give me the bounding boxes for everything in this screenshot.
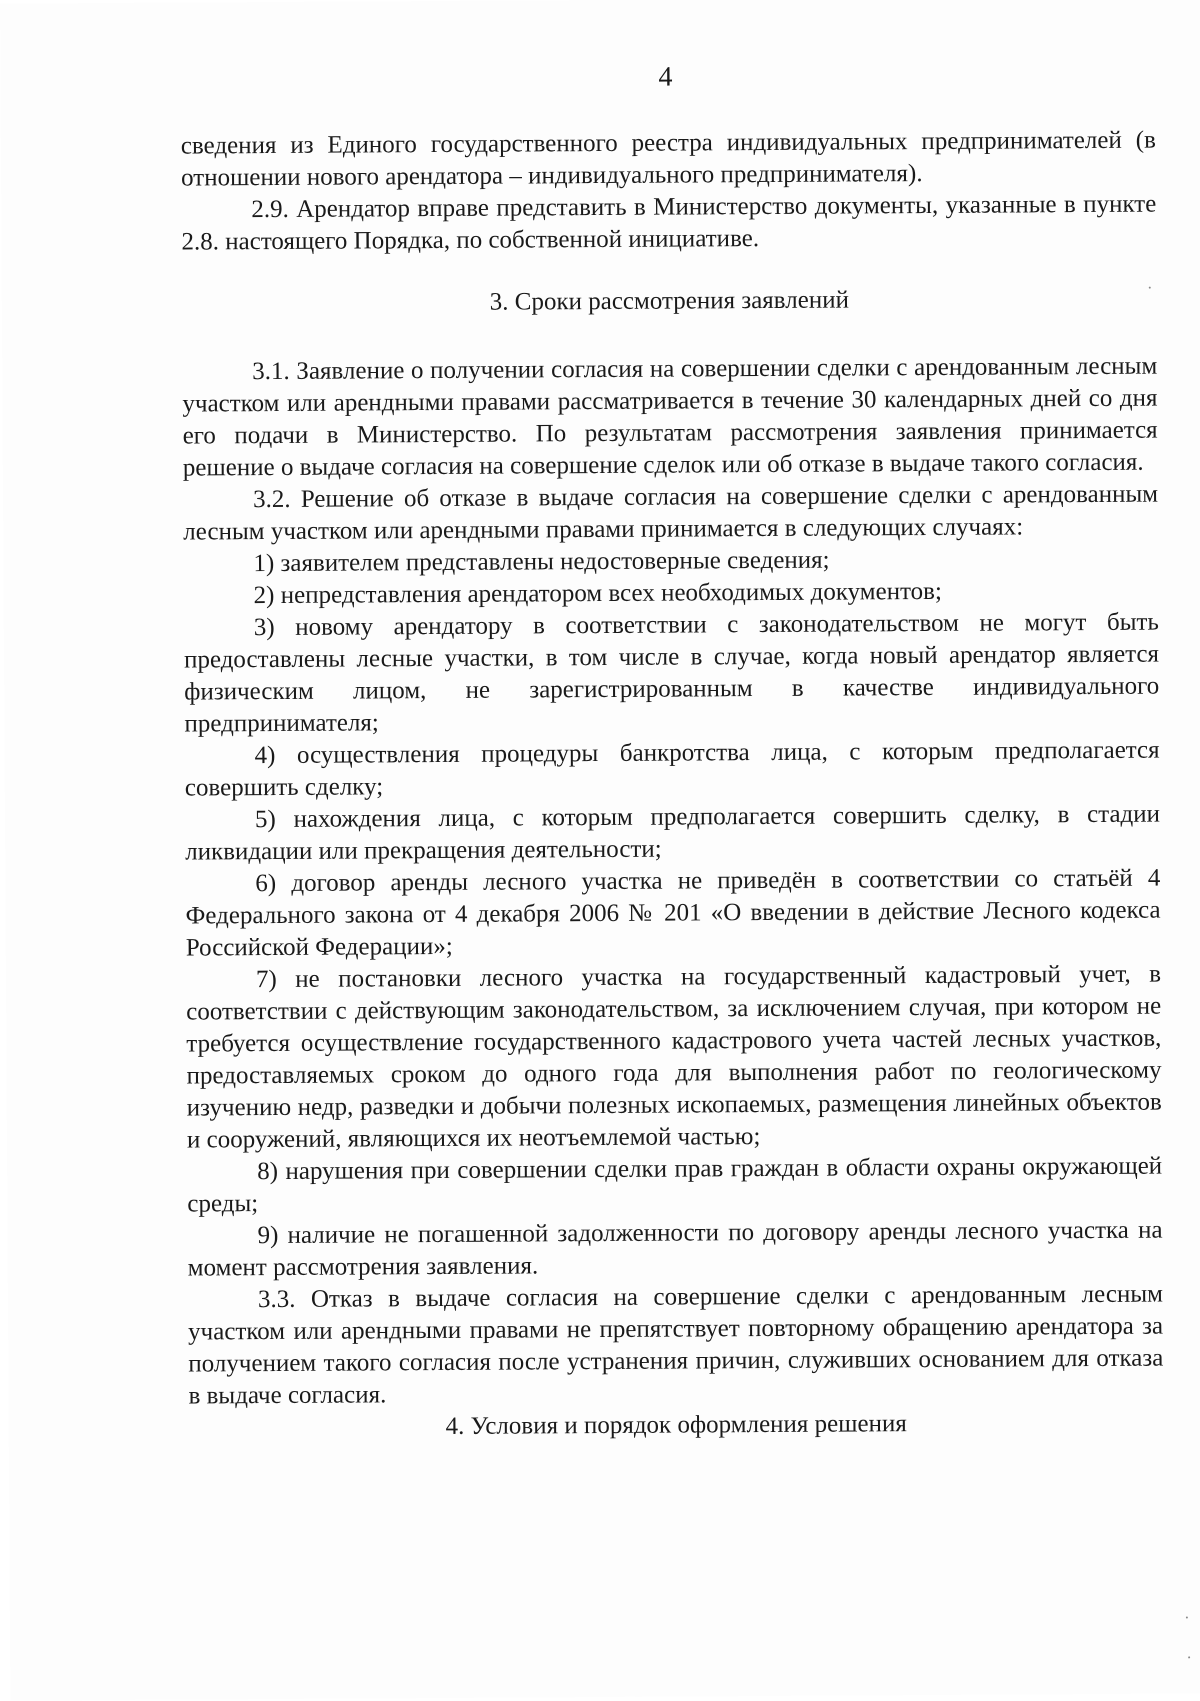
paragraph-3-3: 3.3. Отказ в выдаче согласия на совершение сделки с арендованным лесным участком или арендными правами не препятствует повторному обращению арендатора за получением такого согласия после устранения причин, служивших основанием для отказа в выдаче согласия. — [188, 1280, 1164, 1410]
list-item-6: 6) договор аренды лесного участка не приведён в соответствии со статьёй 4 Федерального закона от 4 декабря 2006 № 201 «О введении в действие Лесного кодекса Российской Федерации»; — [185, 864, 1161, 962]
scan-speck — [1149, 287, 1151, 289]
list-item-1: 1) заявителем представлены недостоверные сведения; — [253, 546, 830, 578]
paragraph-3-2: 3.2. Решение об отказе в выдаче согласия на совершение сделки с арендованным лесным участком или арендными правами принимается в следующих случаях: — [183, 480, 1159, 546]
list-item-9: 9) наличие не погашенной задолженности по договору аренды лесного участка на момент рассмотрения заявления. — [187, 1216, 1163, 1282]
paragraph-3-1: 3.1. Заявление о получении согласия на совершении сделки с арендованным лесным участком или арендными правами рассматривается в течение 30 календарных дней со дня его подачи в Министерство. По результатам рассмотрения заявления принимается решение о выдаче согласия на совершение сделок или об отказе в выдаче такого согласия. — [182, 352, 1158, 482]
list-item-3: 3) новому арендатору в соответствии с законодательством не могут быть предоставлены лесные участки, в том числе в случае, когда новый арендатор является физическим лицом, не зарегистрированным в качестве индивидуального предпринимателя; — [183, 608, 1160, 738]
page-number: 4 — [658, 61, 673, 93]
list-item-5: 5) нахождения лица, с которым предполагается совершить сделку, в стадии ликвидации или прекращения деятельности; — [185, 800, 1161, 866]
document-body — [181, 125, 1164, 1445]
list-item-7: 7) не постановки лесного участка на государственный кадастровый учет, в соответствии с действующим законодательством, за исключением случая, при котором не требуется осуществление государственного кадастрового учета частей лесных участков, предоставляемых сроком до одного года для выполнения работ по геологическому изучению недр, разведки и добычи полезных ископаемых, размещения линейных объектов и сооружений, являющихся их неотъемлемой частью; — [186, 960, 1162, 1154]
list-item-4: 4) осуществления процедуры банкротства лица, с которым предполагается совершить сделку; — [184, 736, 1160, 802]
scan-speck — [1188, 1656, 1190, 1658]
paragraph-continuation: сведения из Единого государственного реестра индивидуальных предпринимателей (в отношении нового арендатора – индивидуального предпринимателя). — [180, 126, 1156, 192]
section-4-title: 4. Условия и порядок оформления решения — [445, 1410, 907, 1440]
list-item-2: 2) непредставления арендатором всех необходимых документов; — [253, 577, 942, 610]
list-item-8: 8) нарушения при совершении сделки прав граждан в области охраны окружающей среды; — [187, 1152, 1163, 1218]
section-3-title: 3. Сроки рассмотрения заявлений — [489, 286, 850, 316]
paragraph-2-9: 2.9. Арендатор вправе представить в Министерство документы, указанные в пункте 2.8. настоящего Порядка, по собственной инициативе. — [181, 190, 1157, 256]
scan-speck — [1186, 1616, 1188, 1618]
